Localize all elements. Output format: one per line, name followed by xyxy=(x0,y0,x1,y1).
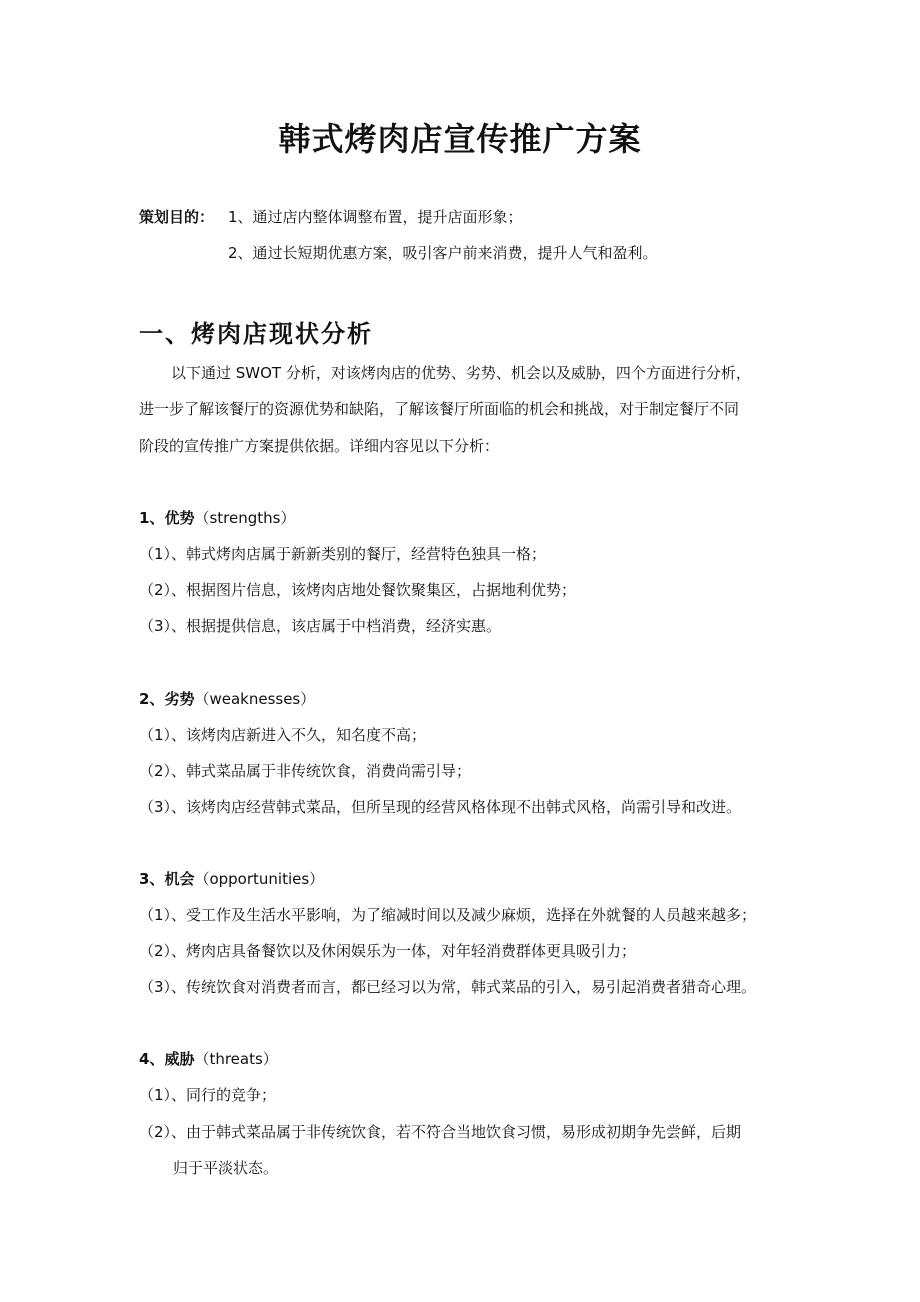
intro-line-1: 以下通过 SWOT 分析，对该烤肉店的优势、劣势、机会以及威胁，四个方面进行分析， xyxy=(171,364,751,382)
list-item: （2）、根据图片信息，该烤肉店地处餐饮聚集区，占据地利优势； xyxy=(139,581,577,599)
subsection-english: （opportunities） xyxy=(194,870,325,888)
list-item: （2）、烤肉店具备餐饮以及休闲娱乐为一体，对年轻消费群体更具吸引力； xyxy=(139,942,637,960)
subsection-english: （threats） xyxy=(194,1050,278,1068)
subsection-number: 3、 xyxy=(139,870,165,888)
subsection-number: 4、 xyxy=(139,1050,165,1068)
list-item: （3）、根据提供信息，该店属于中档消费，经济实惠。 xyxy=(139,617,502,635)
document-title: 韩式烤肉店宣传推广方案 xyxy=(278,120,642,158)
list-item: （1）、该烤肉店新进入不久，知名度不高； xyxy=(139,726,427,744)
subsection-number: 2、 xyxy=(139,690,165,708)
intro-line-3: 阶段的宣传推广方案提供依据。详细内容见以下分析： xyxy=(139,437,500,455)
subsection-english: （weaknesses） xyxy=(194,690,316,708)
subsection-title: 威胁 xyxy=(164,1050,195,1068)
list-item: （1）、受工作及生活水平影响，为了缩减时间以及减少麻烦，选择在外就餐的人员越来越多； xyxy=(139,906,757,924)
subsection-title: 优势 xyxy=(164,509,195,527)
intro-line-2: 进一步了解该餐厅的资源优势和缺陷，了解该餐厅所面临的机会和挑战，对于制定餐厅不同 xyxy=(139,400,740,418)
list-item: （3）、该烤肉店经营韩式菜品，但所呈现的经营风格体现不出韩式风格，尚需引导和改进。 xyxy=(139,798,742,816)
list-item: （3）、传统饮食对消费者而言，都已经习以为常，韩式菜品的引入，易引起消费者猎奇心理。 xyxy=(139,978,757,996)
subsection-english: （strengths） xyxy=(194,509,296,527)
subsection-heading-weaknesses xyxy=(139,688,315,709)
purpose-item-1: 1、通过店内整体调整布置，提升店面形象； xyxy=(228,208,523,226)
purpose-label: 策划目的： xyxy=(139,208,215,226)
list-item: （2）、由于韩式菜品属于非传统饮食，若不符合当地饮食习惯，易形成初期争先尝鲜，后期 xyxy=(139,1123,742,1141)
subsection-heading-strengths xyxy=(139,507,295,528)
purpose-item-2: 2、通过长短期优惠方案，吸引客户前来消费，提升人气和盈利。 xyxy=(228,244,658,262)
list-item: （1）、韩式烤肉店属于新新类别的餐厅，经营特色独具一格； xyxy=(139,545,547,563)
subsection-title: 机会 xyxy=(164,870,195,888)
subsection-heading-opportunities xyxy=(139,868,324,889)
list-item: （1）、同行的竞争； xyxy=(139,1086,277,1104)
subsection-number: 1、 xyxy=(139,509,165,527)
section-heading: 一、烤肉店现状分析 xyxy=(139,320,373,348)
list-item: （2）、韩式菜品属于非传统饮食，消费尚需引导； xyxy=(139,762,472,780)
subsection-heading-threats xyxy=(139,1048,278,1069)
subsection-title: 劣势 xyxy=(164,690,195,708)
list-item-continuation: 归于平淡状态。 xyxy=(173,1159,279,1177)
